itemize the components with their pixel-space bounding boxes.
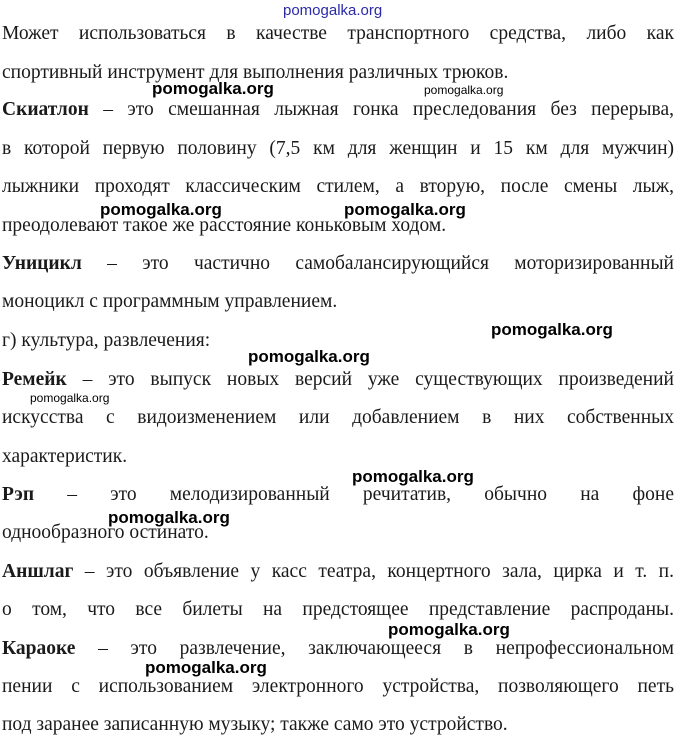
paragraph-skiathlon: [2, 98, 674, 122]
text-line-16: о том, что все билеты на предстоящее представление распроданы.: [2, 599, 674, 620]
watermark: pomogalka.org: [100, 200, 222, 219]
paragraph-remake: [2, 368, 674, 392]
text-line-12: характеристик.: [2, 446, 128, 467]
paragraph-unicycle: [2, 252, 674, 276]
watermark: pomogalka.org: [152, 79, 274, 98]
term-unicycle: Уницикл: [2, 253, 82, 274]
text-line-6: преодолевают такое же расстояние коньковым ходом.: [2, 215, 447, 236]
text-line-14: однообразного остинато.: [2, 522, 209, 543]
definition-anshlag: – это объявление у касс театра, концертного зала, цирка и т. п.: [73, 561, 674, 582]
text-line-1: Может использоваться в качестве транспортного средства, либо как: [2, 23, 674, 44]
definition-remake: – это выпуск новых версий уже существующих произведений: [66, 369, 674, 390]
term-skiathlon: Скиатлон: [2, 99, 89, 120]
term-anshlag: Аншлаг: [2, 561, 74, 582]
watermark: pomogalka.org: [388, 620, 510, 639]
text-line-11: искусства с видоизменением или добавлением в них собственных: [2, 407, 674, 428]
text-line-18: пении с использованием электронного устройства, позволяющего петь: [2, 676, 674, 697]
definition-unicycle: – это частично самобалансирующийся моторизированный: [81, 253, 674, 274]
watermark: pomogalka.org: [344, 200, 466, 219]
definition-rap: – это мелодизированный речитатив, обычно на фоне: [34, 484, 674, 505]
paragraph-anshlag: [2, 560, 674, 584]
watermark: pomogalka.org: [491, 320, 613, 339]
term-remake: Ремейк: [2, 369, 67, 390]
text-line-4: в которой первую половину (7,5 км для женщин и 15 км для мужчин): [2, 138, 674, 159]
text-line-8: моноцикл с программным управлением.: [2, 291, 338, 312]
watermark: pomogalka.org: [424, 83, 504, 97]
term-rap: Рэп: [2, 484, 35, 505]
watermark: pomogalka.org: [145, 658, 267, 677]
paragraph-rap: [2, 483, 674, 507]
watermark-top: pomogalka.org: [283, 2, 383, 19]
watermark: pomogalka.org: [248, 347, 370, 366]
section-heading-culture: г) культура, развлечения:: [2, 330, 211, 351]
watermark: pomogalka.org: [30, 391, 110, 405]
text-line-2: спортивный инструмент для выполнения различных трюков.: [2, 62, 509, 83]
paragraph-karaoke: [2, 637, 674, 661]
term-karaoke: Караоке: [2, 638, 76, 659]
watermark: pomogalka.org: [108, 508, 230, 527]
watermark: pomogalka.org: [352, 467, 474, 486]
text-line-5: лыжники проходят классическим стилем, а вторую, после смены лыж,: [2, 176, 674, 197]
definition-karaoke: – это развлечение, заключающееся в непрофессиональном: [75, 638, 674, 659]
definition-skiathlon: – это смешанная лыжная гонка преследования без перерыва,: [88, 99, 674, 120]
text-line-19: под заранее записанную музыку; также само это устройство.: [2, 714, 508, 735]
